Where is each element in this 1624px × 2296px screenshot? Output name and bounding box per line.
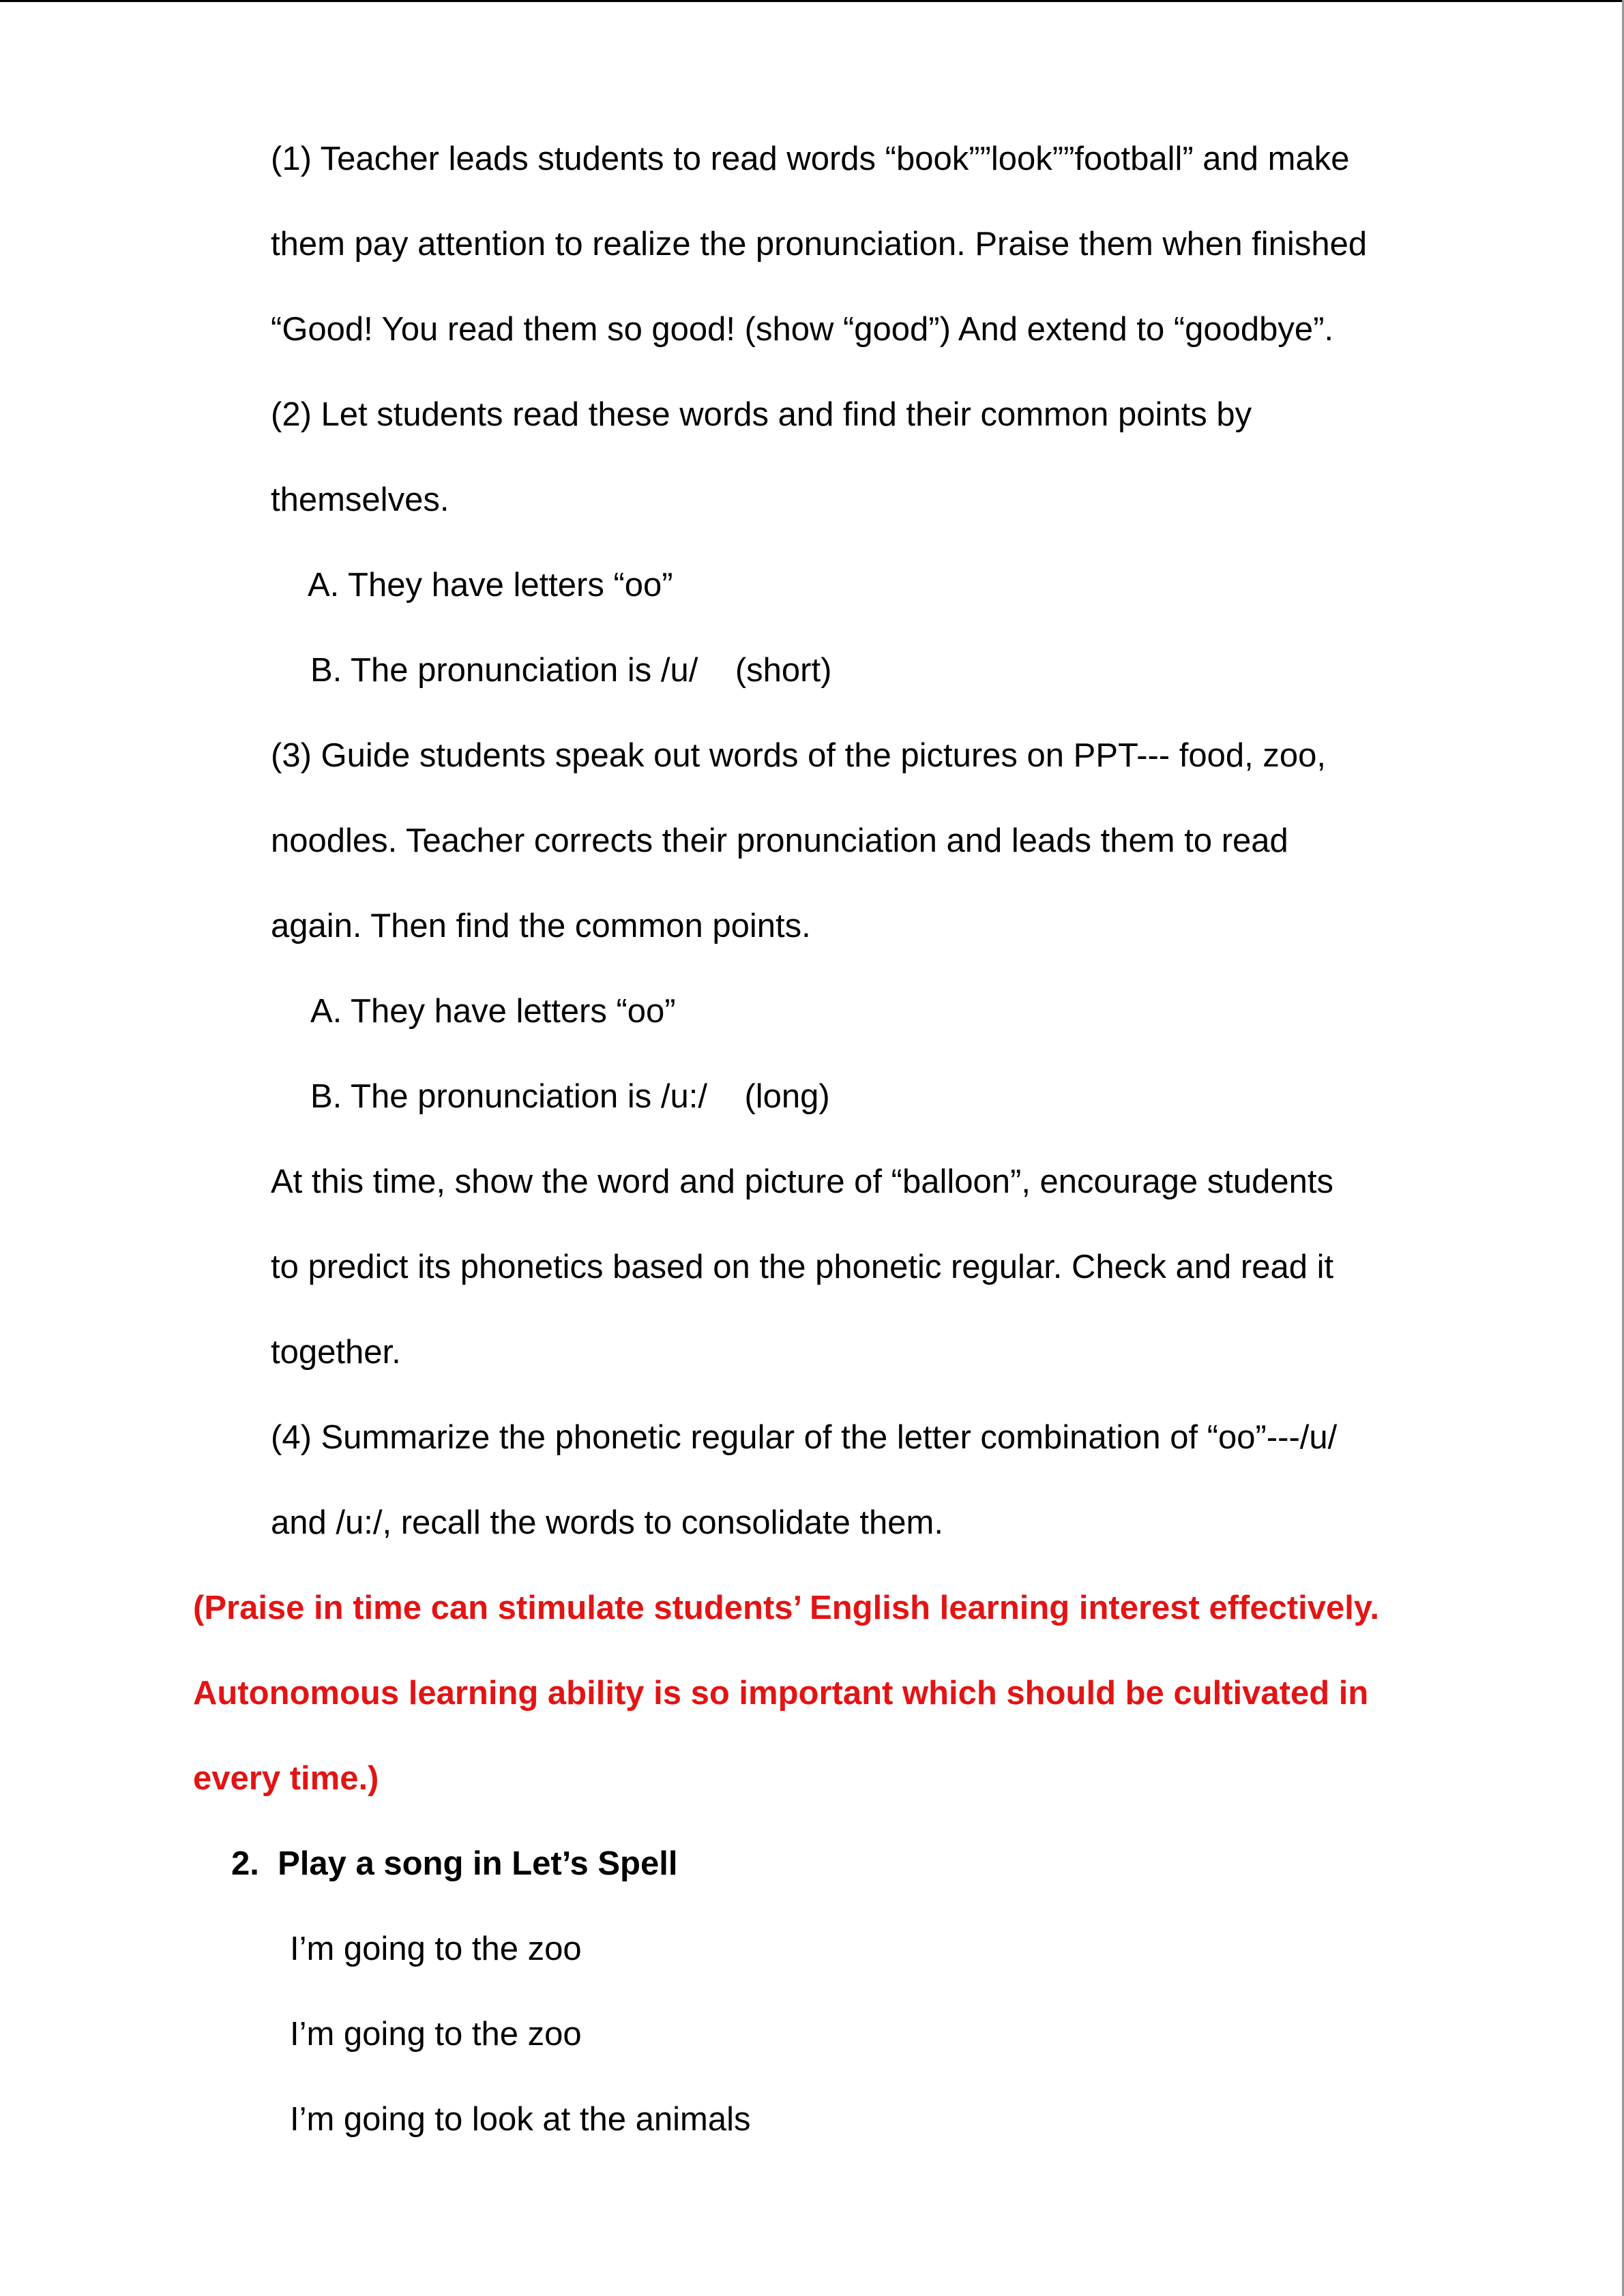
- step-2-point-a: A. They have letters “oo”: [308, 567, 673, 603]
- red-note-line-1: (Praise in time can stimulate students’ English learning interest effectively.: [193, 1590, 1380, 1626]
- step-2-point-b: B. The pronunciation is /u/ (short): [310, 652, 832, 689]
- step-1-line-2: them pay attention to realize the pronunciation. Praise them when finished: [271, 226, 1368, 263]
- balloon-line-3: together.: [271, 1334, 401, 1371]
- red-note-line-3: every time.): [193, 1760, 379, 1797]
- section-2-heading: 2. Play a song in Let’s Spell: [231, 1845, 678, 1882]
- page-top-border: [0, 0, 1624, 2]
- step-1-line-3: “Good! You read them so good! (show “good”) And extend to “goodbye”.: [271, 311, 1334, 348]
- song-line-2: I’m going to the zoo: [290, 2016, 582, 2053]
- step-4-line-2: and /u:/, recall the words to consolidate them.: [271, 1504, 943, 1541]
- step-3-point-b: B. The pronunciation is /u:/ (long): [310, 1078, 830, 1115]
- step-2-line-2: themselves.: [271, 481, 449, 518]
- step-4-line-1: (4) Summarize the phonetic regular of the letter combination of “oo”---/u/: [271, 1419, 1338, 1456]
- step-3-line-1: (3) Guide students speak out words of the pictures on PPT--- food, zoo,: [271, 737, 1327, 774]
- song-line-1: I’m going to the zoo: [290, 1930, 582, 1967]
- song-line-3: I’m going to look at the animals: [290, 2101, 751, 2138]
- step-2-line-1: (2) Let students read these words and find their common points by: [271, 396, 1252, 433]
- balloon-line-1: At this time, show the word and picture of “balloon”, encourage students: [271, 1163, 1333, 1200]
- step-3-line-2: noodles. Teacher corrects their pronunciation and leads them to read: [271, 822, 1288, 859]
- red-note-line-2: Autonomous learning ability is so important which should be cultivated in: [193, 1675, 1369, 1712]
- step-3-point-a: A. They have letters “oo”: [310, 993, 676, 1030]
- step-3-line-3: again. Then find the common points.: [271, 908, 811, 944]
- step-1-line-1: (1) Teacher leads students to read words “book””look””football” and make: [271, 140, 1350, 177]
- balloon-line-2: to predict its phonetics based on the phonetic regular. Check and read it: [271, 1249, 1334, 1285]
